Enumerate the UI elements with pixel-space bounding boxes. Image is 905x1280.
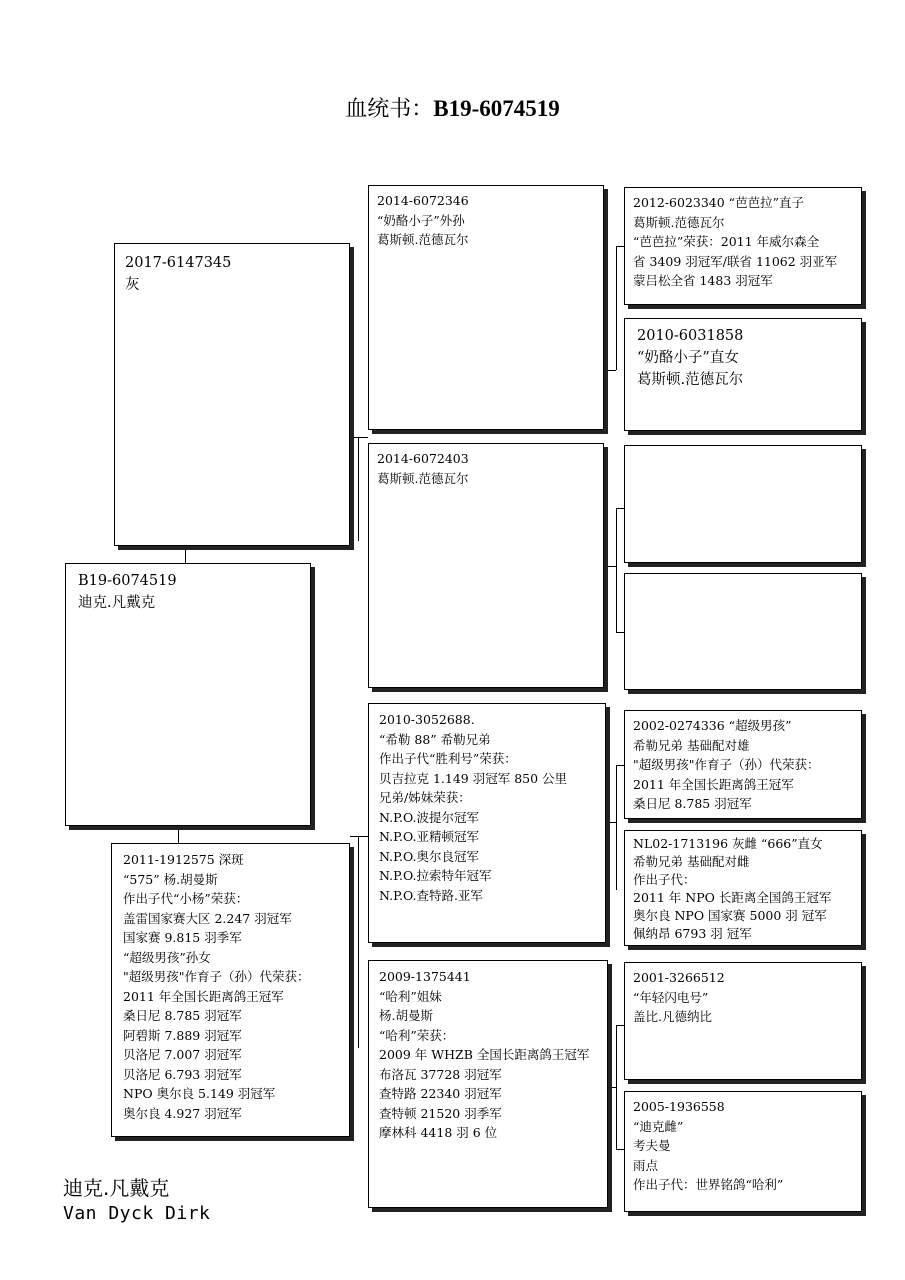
connector bbox=[616, 508, 617, 632]
subject-line: 迪克.凡戴克 bbox=[78, 595, 156, 611]
dam-sire-line: “希勒 88” 希勒兄弟 bbox=[379, 731, 491, 747]
sd-sire-box bbox=[624, 445, 862, 563]
sire-sire-line: 葛斯顿.范德瓦尔 bbox=[377, 232, 469, 247]
ss-sire-line: 蒙吕松全省 1483 羽冠军 bbox=[633, 273, 773, 288]
dam-sire-box bbox=[368, 703, 606, 943]
dam-dam-line: “哈利”荣获： bbox=[379, 1027, 455, 1043]
ds-sire-box bbox=[624, 710, 862, 819]
ss-sire-box bbox=[624, 187, 862, 305]
ss-dam-line: 2010-6031858 bbox=[637, 328, 744, 344]
dam-sire-line: 兄弟/姊妹荣获： bbox=[379, 790, 471, 805]
connector bbox=[616, 1149, 624, 1150]
dd-dam-line: 作出子代：世界铭鸽“哈利” bbox=[633, 1177, 784, 1192]
connector bbox=[358, 836, 359, 1048]
dam-dam-line: 查特顿 21520 羽季军 bbox=[379, 1105, 502, 1121]
dam-dam-line: 杨.胡曼斯 bbox=[379, 1008, 433, 1023]
dam-dam-line: 2009 年 WHZB 全国长距离鸽王冠军 bbox=[379, 1047, 590, 1062]
connector bbox=[616, 765, 624, 766]
pigeon-name-english: Van Dyck Dirk bbox=[63, 1203, 211, 1224]
dam-dam-box bbox=[368, 960, 608, 1208]
dam-sire-line: N.P.O.拉索特年冠军 bbox=[379, 868, 492, 883]
dam-dam-line: “哈利”姐妹 bbox=[379, 988, 442, 1004]
dd-dam-line: 雨点 bbox=[633, 1157, 659, 1173]
ds-dam-line: 希勒兄弟 基础配对雌 bbox=[633, 854, 750, 869]
dam-line: "超级男孩"作育子（孙）代荣获： bbox=[123, 969, 310, 984]
sire-dam-line: 2014-6072403 bbox=[377, 451, 469, 466]
dd-dam-line: 考夫曼 bbox=[633, 1138, 671, 1153]
sire-line: 灰 bbox=[125, 277, 140, 293]
dd-sire-line: 2001-3266512 bbox=[633, 970, 725, 985]
dd-sire-box bbox=[624, 962, 862, 1080]
dam-sire-line: 2010-3052688. bbox=[379, 712, 475, 727]
dam-line: 作出子代“小杨”荣获： bbox=[123, 891, 249, 906]
dd-sire-line: 盖比.凡德纳比 bbox=[633, 1009, 712, 1024]
dam-line: NPO 奥尔良 5.149 羽冠军 bbox=[123, 1086, 276, 1101]
ds-dam-line: NL02-1713196 灰雌 “666”直女 bbox=[633, 836, 823, 851]
ss-sire-line: “芭芭拉”荣获：2011 年威尔森全 bbox=[633, 234, 820, 249]
sire-sire-line: 2014-6072346 bbox=[377, 193, 469, 208]
connector bbox=[616, 632, 624, 633]
dam-line: 桑日尼 8.785 羽冠军 bbox=[123, 1008, 242, 1023]
dam-dam-line: 2009-1375441 bbox=[379, 969, 471, 984]
ds-sire-line: 2002-0274336 “超级男孩” bbox=[633, 718, 792, 733]
dam-dam-line: 查特路 22340 羽冠军 bbox=[379, 1086, 502, 1101]
dam-line: 2011 年全国长距离鸽王冠军 bbox=[123, 988, 284, 1004]
sire-dam-box bbox=[368, 443, 604, 688]
dd-dam-box bbox=[624, 1091, 862, 1212]
connector bbox=[616, 1025, 624, 1026]
sire-box bbox=[114, 243, 350, 546]
connector bbox=[616, 765, 617, 890]
connector bbox=[350, 437, 368, 438]
connector bbox=[604, 370, 616, 371]
connector bbox=[185, 546, 186, 563]
ds-dam-box bbox=[624, 830, 862, 946]
connector bbox=[604, 566, 616, 567]
ss-dam-line: 葛斯顿.范德瓦尔 bbox=[637, 372, 744, 388]
ds-dam-line: 佩纳昂 6793 羽 冠军 bbox=[633, 926, 752, 941]
connector bbox=[350, 836, 368, 837]
sire-dam-line: 葛斯顿.范德瓦尔 bbox=[377, 470, 469, 486]
dam-line: 国家赛 9.815 羽季军 bbox=[123, 930, 242, 945]
ss-dam-box bbox=[624, 318, 862, 431]
ss-sire-line: 葛斯顿.范德瓦尔 bbox=[633, 214, 725, 230]
dam-line: “575” 杨.胡曼斯 bbox=[123, 871, 218, 887]
ds-sire-line: 2011 年全国长距离鸽王冠军 bbox=[633, 776, 794, 792]
dam-sire-line: 贝吉拉克 1.149 羽冠军 850 公里 bbox=[379, 770, 568, 786]
ds-sire-line: "超级男孩"作育子（孙）代荣获： bbox=[633, 757, 820, 772]
dd-sire-line: “年轻闪电号” bbox=[633, 989, 709, 1005]
connector bbox=[616, 246, 617, 370]
ds-sire-line: 希勒兄弟 基础配对雄 bbox=[633, 737, 750, 753]
dam-line: 阿碧斯 7.889 羽冠军 bbox=[123, 1027, 242, 1043]
dam-sire-line: N.P.O.奥尔良冠军 bbox=[379, 848, 479, 864]
subject-box bbox=[65, 563, 311, 826]
ss-sire-line: 省 3409 羽冠军/联省 11062 羽亚军 bbox=[633, 253, 838, 269]
ss-dam-line: “奶酪小子”直女 bbox=[637, 350, 739, 366]
ds-dam-line: 作出子代： bbox=[633, 872, 696, 887]
page-title bbox=[0, 92, 905, 123]
dam-line: 盖雷国家赛大区 2.247 羽冠军 bbox=[123, 910, 292, 926]
pigeon-name-chinese: 迪克.凡戴克 bbox=[63, 1176, 170, 1200]
sire-sire-line: “奶酪小子”外孙 bbox=[377, 212, 465, 228]
dam-sire-line: N.P.O.波提尔冠军 bbox=[379, 809, 479, 825]
dam-sire-line: N.P.O.查特路.亚军 bbox=[379, 887, 483, 903]
dam-dam-line: 摩林科 4418 羽 6 位 bbox=[379, 1125, 498, 1140]
dd-dam-line: 2005-1936558 bbox=[633, 1099, 725, 1114]
dam-line: “超级男孩”孙女 bbox=[123, 949, 211, 965]
ss-sire-line: 2012-6023340 “芭芭拉”直子 bbox=[633, 195, 804, 210]
subject-line: B19-6074519 bbox=[78, 573, 177, 589]
connector bbox=[616, 508, 624, 509]
dam-line: 奥尔良 4.927 羽冠军 bbox=[123, 1105, 242, 1121]
dam-box bbox=[111, 843, 350, 1137]
sire-sire-box bbox=[368, 185, 604, 430]
connector bbox=[358, 437, 359, 541]
sd-dam-box bbox=[624, 573, 862, 690]
connector bbox=[616, 246, 624, 247]
sire-line: 2017-6147345 bbox=[125, 255, 232, 271]
dam-line: 贝洛尼 6.793 羽冠军 bbox=[123, 1066, 242, 1082]
ds-dam-line: 2011 年 NPO 长距离全国鸽王冠军 bbox=[633, 890, 832, 905]
connector bbox=[616, 1025, 617, 1149]
dam-sire-line: N.P.O.亚精顿冠军 bbox=[379, 829, 479, 844]
dam-line: 贝洛尼 7.007 羽冠军 bbox=[123, 1047, 242, 1062]
dam-dam-line: 布洛瓦 37728 羽冠军 bbox=[379, 1066, 502, 1082]
connector bbox=[178, 826, 179, 843]
dam-line: 2011-1912575 深斑 bbox=[123, 852, 244, 867]
dam-sire-line: 作出子代“胜利号”荣获： bbox=[379, 751, 517, 766]
dd-dam-line: “迪克雌” bbox=[633, 1118, 684, 1134]
title-code: B19-6074519 bbox=[433, 96, 560, 121]
ds-sire-line: 桑日尼 8.785 羽冠军 bbox=[633, 796, 752, 811]
ds-dam-line: 奥尔良 NPO 国家赛 5000 羽 冠军 bbox=[633, 908, 827, 923]
title-prefix: 血统书： bbox=[345, 97, 434, 122]
